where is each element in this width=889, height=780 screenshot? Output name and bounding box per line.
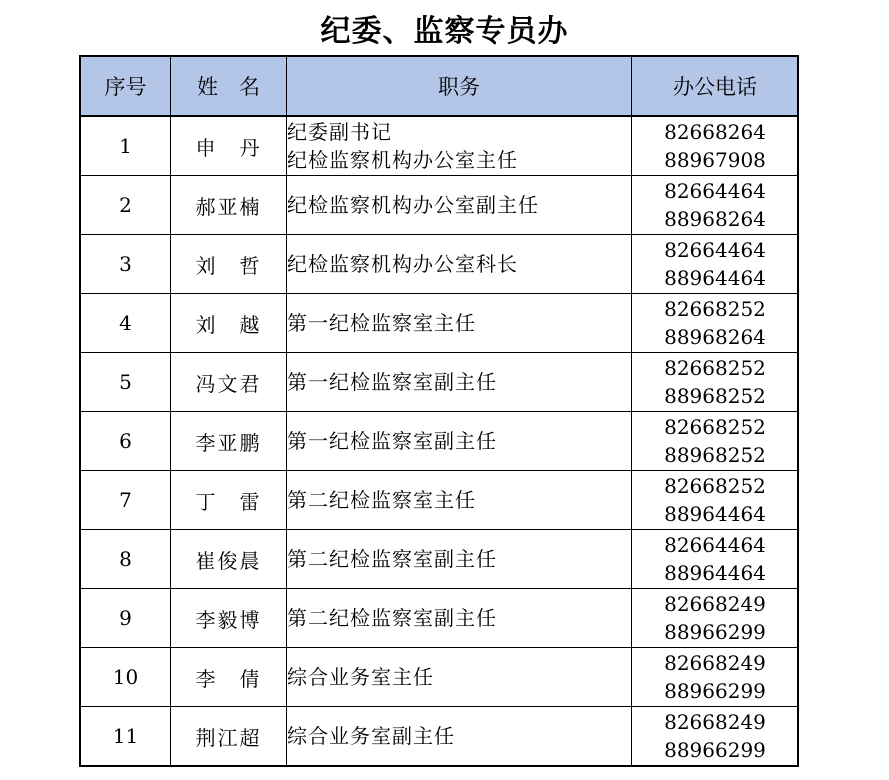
- table-row: [81, 412, 799, 471]
- office-phone: [632, 471, 799, 530]
- staff-position: [287, 648, 632, 707]
- row-number: 11: [81, 707, 171, 766]
- row-number: 6: [81, 412, 171, 471]
- table-row: [81, 235, 799, 294]
- position-line: 第一纪检监察室主任: [287, 311, 476, 335]
- row-number: 10: [81, 648, 171, 707]
- row-number: 4: [81, 294, 171, 353]
- phone-number: 88968264: [664, 207, 766, 231]
- staff-directory-table: [80, 56, 799, 766]
- staff-position: [287, 353, 632, 412]
- staff-name: 李 倩: [171, 648, 287, 707]
- header-position: 职务: [287, 57, 632, 117]
- phone-number: 82664464: [664, 238, 766, 262]
- position-line: 综合业务室主任: [287, 665, 434, 689]
- table-row: [81, 648, 799, 707]
- row-number: 3: [81, 235, 171, 294]
- position-line: 第一纪检监察室副主任: [287, 429, 497, 453]
- office-phone: [632, 707, 799, 766]
- office-phone: [632, 116, 799, 176]
- table-header-row: [81, 57, 799, 117]
- position-line: 第二纪检监察室主任: [287, 488, 476, 512]
- phone-number: 88966299: [664, 738, 766, 762]
- staff-name: 李毅博: [171, 589, 287, 648]
- table-row: [81, 589, 799, 648]
- position-line: 纪检监察机构办公室科长: [287, 252, 518, 276]
- table-row: [81, 471, 799, 530]
- phone-number: 88964464: [664, 561, 766, 585]
- table-row: [81, 294, 799, 353]
- phone-number: 82668249: [664, 710, 766, 734]
- staff-name: 刘 哲: [171, 235, 287, 294]
- office-phone: [632, 589, 799, 648]
- staff-position: [287, 589, 632, 648]
- staff-name: 郝亚楠: [171, 176, 287, 235]
- table-row: [81, 353, 799, 412]
- table-body: [81, 116, 799, 766]
- staff-name: 李亚鹏: [171, 412, 287, 471]
- phone-number: 88968252: [664, 443, 766, 467]
- table-row: [81, 176, 799, 235]
- page-title: 纪委、监察专员办: [320, 14, 569, 49]
- office-phone: [632, 176, 799, 235]
- staff-name: 刘 越: [171, 294, 287, 353]
- phone-number: 82664464: [664, 533, 766, 557]
- phone-number: 88966299: [664, 620, 766, 644]
- staff-name: 冯文君: [171, 353, 287, 412]
- staff-position: [287, 176, 632, 235]
- office-phone: [632, 530, 799, 589]
- staff-position: [287, 530, 632, 589]
- row-number: 8: [81, 530, 171, 589]
- phone-number: 88967908: [664, 148, 766, 172]
- phone-number: 82668264: [664, 120, 766, 144]
- row-number: 2: [81, 176, 171, 235]
- header-name: 姓 名: [171, 57, 287, 117]
- phone-number: 82668252: [664, 356, 766, 380]
- phone-number: 88968252: [664, 384, 766, 408]
- phone-number: 82668252: [664, 474, 766, 498]
- office-phone: [632, 648, 799, 707]
- staff-name: 丁 雷: [171, 471, 287, 530]
- position-line: 纪检监察机构办公室副主任: [287, 193, 539, 217]
- row-number: 1: [81, 116, 171, 176]
- table-row: [81, 116, 799, 176]
- position-line: 纪委副书记: [287, 120, 392, 144]
- phone-number: 82668249: [664, 592, 766, 616]
- header-phone: 办公电话: [632, 57, 799, 117]
- office-phone: [632, 294, 799, 353]
- phone-number: 88964464: [664, 266, 766, 290]
- phone-number: 88968264: [664, 325, 766, 349]
- position-line: 第二纪检监察室副主任: [287, 606, 497, 630]
- row-number: 7: [81, 471, 171, 530]
- office-phone: [632, 412, 799, 471]
- staff-name: 申 丹: [171, 116, 287, 176]
- phone-number: 82668252: [664, 297, 766, 321]
- phone-number: 88964464: [664, 502, 766, 526]
- position-line: 第一纪检监察室副主任: [287, 370, 497, 394]
- staff-name: 荆江超: [171, 707, 287, 766]
- phone-number: 82664464: [664, 179, 766, 203]
- position-line: 第二纪检监察室副主任: [287, 547, 497, 571]
- table-row: [81, 707, 799, 766]
- row-number: 9: [81, 589, 171, 648]
- phone-number: 82668252: [664, 415, 766, 439]
- position-line: 纪检监察机构办公室主任: [287, 148, 518, 172]
- staff-position: [287, 471, 632, 530]
- header-number: 序号: [81, 57, 171, 117]
- staff-position: [287, 294, 632, 353]
- staff-name: 崔俊晨: [171, 530, 287, 589]
- row-number: 5: [81, 353, 171, 412]
- staff-position: [287, 412, 632, 471]
- position-line: 综合业务室副主任: [287, 724, 455, 748]
- phone-number: 88966299: [664, 679, 766, 703]
- staff-position: [287, 116, 632, 176]
- staff-position: [287, 707, 632, 766]
- table-row: [81, 530, 799, 589]
- office-phone: [632, 235, 799, 294]
- phone-number: 82668249: [664, 651, 766, 675]
- staff-position: [287, 235, 632, 294]
- office-phone: [632, 353, 799, 412]
